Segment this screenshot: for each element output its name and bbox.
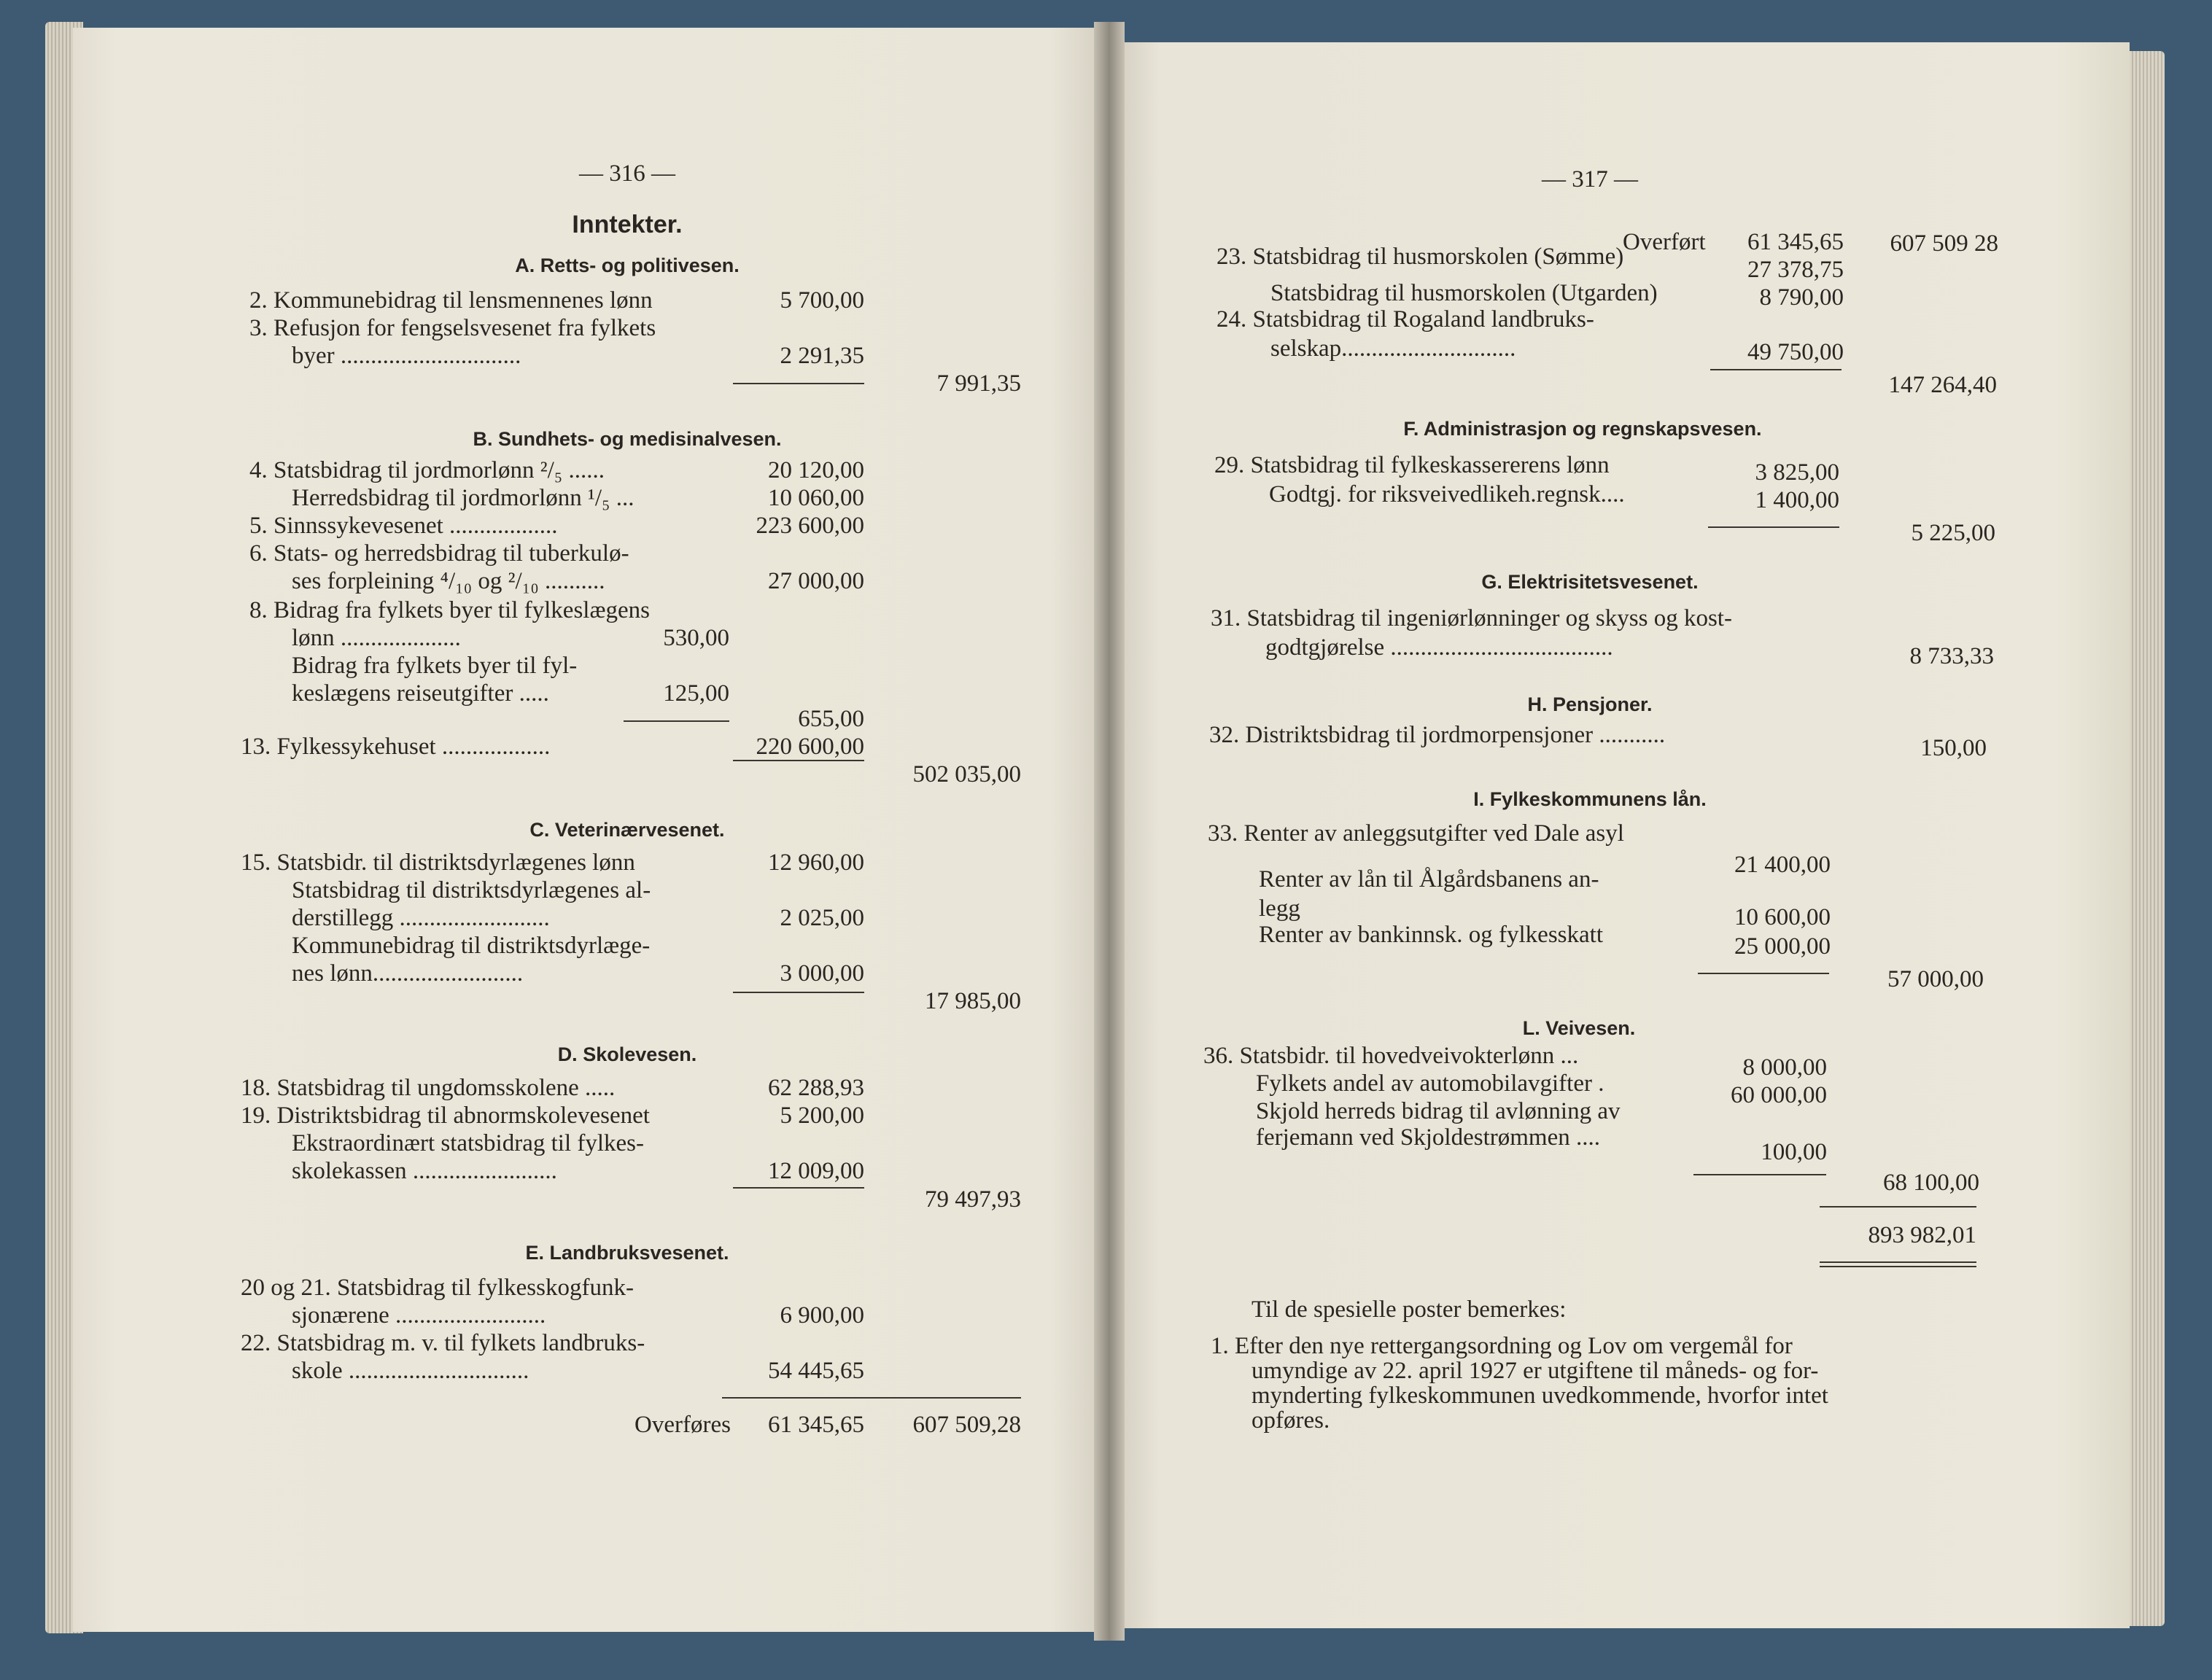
rule [1820, 1266, 1976, 1267]
section-d-total: 79 497,93 [925, 1186, 1021, 1213]
item-g31-label: 31. Statsbidrag til ingeniørlønninger og skyss og kost- [1211, 605, 1732, 631]
rule [1698, 973, 1829, 974]
item-d18-value: 62 288,93 [768, 1075, 864, 1101]
item-b13-label: 13. Fylkessykehuset .................. [241, 734, 551, 760]
item-f29-value: 3 825,00 [1755, 459, 1839, 486]
item-c15e-label: nes lønn......................... [292, 960, 524, 987]
right-page-number: — 317 — [1542, 166, 1638, 192]
item-i33c-value: 10 600,00 [1734, 904, 1831, 930]
rule [733, 383, 864, 384]
rule [1708, 526, 1839, 528]
rule [733, 992, 864, 993]
item-b4b-value: 10 060,00 [768, 485, 864, 511]
grand-total: 893 982,01 [1868, 1222, 1976, 1248]
item-i33-label: 33. Renter av anleggsutgifter ved Dale asyl [1208, 820, 1624, 847]
rule [1693, 1174, 1826, 1175]
remark-1-line-2: umyndige av 22. april 1927 er utgiftene til måneds- og for- [1251, 1358, 1819, 1384]
item-i33d-value: 25 000,00 [1734, 933, 1831, 960]
section-i-heading: I. Fylkeskommunens lån. [1473, 788, 1707, 810]
item-b4b-label: Herredsbidrag til jordmorlønn ¹/₅ ... [292, 485, 635, 511]
item-b13-value: 220 600,00 [756, 734, 864, 760]
item-e23b-label: Statsbidrag til husmorskolen (Utgarden) [1270, 280, 1658, 306]
item-f29-label: 29. Statsbidrag til fylkeskassererens lønn [1214, 452, 1610, 478]
carry-forward-b: 607 509,28 [912, 1412, 1021, 1438]
item-b8d-label: keslægens reiseutgifter ..... [292, 680, 549, 707]
item-a2-value: 5 700,00 [780, 287, 864, 314]
item-b8c-label: Bidrag fra fylkets byer til fyl- [292, 653, 578, 679]
item-l36b-label: Fylkets andel av automobilavgifter . [1256, 1070, 1604, 1097]
item-e22-label: 22. Statsbidrag m. v. til fylkets landbruks- [241, 1330, 645, 1356]
item-e20-label: 20 og 21. Statsbidrag til fylkesskogfunk- [241, 1275, 634, 1301]
rule [722, 1397, 1021, 1399]
item-e24-value: 49 750,00 [1747, 339, 1844, 365]
section-a-total: 7 991,35 [936, 370, 1021, 397]
rule [1710, 369, 1842, 370]
item-d19b-label: Ekstraordinært statsbidrag til fylkes- [292, 1130, 644, 1156]
item-l36d-label: ferjemann ved Skjoldestrømmen .... [1256, 1124, 1600, 1151]
remark-1-line-4: opføres. [1251, 1407, 1330, 1434]
item-b8-label-cont: lønn .................... [292, 625, 461, 651]
remark-1-line-3: mynderting fylkeskommunen uvedkommende, hvorfor intet [1251, 1382, 1828, 1409]
item-i33c-label: legg [1259, 895, 1300, 922]
rule [1820, 1261, 1976, 1263]
left-page-number: — 316 — [579, 160, 675, 187]
remarks-title: Til de spesielle poster bemerkes: [1251, 1296, 1567, 1323]
item-d18-label: 18. Statsbidrag til ungdomsskolene ..... [241, 1075, 616, 1101]
item-b4-value: 20 120,00 [768, 457, 864, 483]
section-i-total: 57 000,00 [1887, 966, 1984, 992]
item-e20-value: 6 900,00 [780, 1302, 864, 1329]
item-b5-label: 5. Sinnssykevesenet .................. [249, 513, 558, 539]
section-h-total: 150,00 [1920, 735, 1987, 761]
item-i33-value: 21 400,00 [1734, 852, 1831, 878]
section-c-heading: C. Veterinærvesenet. [529, 819, 725, 841]
section-b-heading: B. Sundhets- og medisinalvesen. [473, 428, 782, 450]
section-e-total: 147 264,40 [1888, 372, 1997, 398]
carried-b: 607 509 28 [1890, 230, 1998, 257]
item-f29b-value: 1 400,00 [1755, 487, 1839, 513]
rule [1820, 1206, 1976, 1208]
item-c15c-label: derstillegg ......................... [292, 905, 550, 931]
item-e23-label: 23. Statsbidrag til husmorskolen (Sømme) [1216, 244, 1624, 270]
carried-label: Overført [1623, 229, 1706, 255]
section-d-heading: D. Skolevesen. [557, 1043, 697, 1065]
item-c15e-value: 3 000,00 [780, 960, 864, 987]
item-d19c-value: 12 009,00 [768, 1158, 864, 1184]
item-l36-label: 36. Statsbidr. til hovedveivokterlønn ... [1203, 1043, 1579, 1069]
item-d19-label: 19. Distriktsbidrag til abnormskolevesenet [241, 1102, 650, 1129]
item-l36c-label: Skjold herreds bidrag til avlønning av [1256, 1098, 1621, 1124]
item-e22-value: 54 445,65 [768, 1358, 864, 1384]
item-e23b-value: 8 790,00 [1759, 284, 1844, 311]
remark-1-line-1: 1. Efter den nye rettergangsordning og Lov om vergemål for [1211, 1333, 1793, 1359]
item-c15-value: 12 960,00 [768, 849, 864, 876]
item-f29b-label: Godtgj. for riksveivedlikeh.regnsk.... [1269, 481, 1625, 508]
carry-forward-label: Overføres [635, 1412, 731, 1438]
section-f-heading: F. Administrasjon og regnskapsvesen. [1403, 418, 1762, 440]
left-heading: Inntekter. [572, 211, 683, 238]
section-l-total: 68 100,00 [1883, 1170, 1979, 1196]
section-g-total: 8 733,33 [1909, 643, 1994, 669]
item-d19-value: 5 200,00 [780, 1102, 864, 1129]
item-a3-label: 3. Refusjon for fengselsvesenet fra fylkets [249, 315, 656, 341]
rule [733, 1187, 864, 1189]
item-e24-label-cont: selskap............................. [1270, 335, 1516, 362]
item-i33d-label: Renter av bankinnsk. og fylkesskatt [1259, 922, 1603, 948]
item-c15b-label: Statsbidrag til distriktsdyrlægenes al- [292, 877, 651, 903]
item-b8-label: 8. Bidrag fra fylkets byer til fylkeslægens [249, 597, 650, 623]
item-e24-label: 24. Statsbidrag til Rogaland landbruks- [1216, 306, 1594, 332]
section-h-heading: H. Pensjoner. [1527, 693, 1653, 715]
section-b-total: 502 035,00 [912, 761, 1021, 788]
item-b8d-value: 125,00 [663, 680, 729, 707]
carry-forward-a: 61 345,65 [768, 1412, 864, 1438]
item-d19c-label: skolekassen ........................ [292, 1158, 557, 1184]
item-h32-label: 32. Distriktsbidrag til jordmorpensjoner ........... [1209, 722, 1666, 748]
section-f-total: 5 225,00 [1911, 520, 1995, 546]
item-i33b-label: Renter av lån til Ålgårdsbanens an- [1259, 866, 1599, 892]
item-b6-label: 6. Stats- og herredsbidrag til tuberkulø- [249, 540, 629, 567]
item-b8-sum: 655,00 [798, 706, 864, 732]
item-b5-value: 223 600,00 [756, 513, 864, 539]
book-gutter [1094, 22, 1125, 1641]
section-g-heading: G. Elektrisitetsvesenet. [1481, 571, 1699, 593]
item-e20-label-cont: sjonærene ......................... [292, 1302, 546, 1329]
rule [733, 760, 864, 761]
section-l-heading: L. Veivesen. [1522, 1017, 1636, 1039]
section-e-heading: E. Landbruksvesenet. [525, 1242, 729, 1264]
item-b4-label: 4. Statsbidrag til jordmorlønn ²/₅ ...... [249, 457, 605, 483]
item-c15-label: 15. Statsbidr. til distriktsdyrlægenes lønn [241, 849, 635, 876]
item-b6-label-cont: ses forpleining ⁴/₁₀ og ²/₁₀ .......... [292, 568, 605, 594]
item-l36b-value: 60 000,00 [1731, 1082, 1827, 1108]
item-b8-value: 530,00 [663, 625, 729, 651]
item-l36-value: 8 000,00 [1742, 1054, 1827, 1081]
item-a2-label: 2. Kommunebidrag til lensmennenes lønn [249, 287, 653, 314]
carried-a: 61 345,65 [1747, 229, 1844, 255]
item-b6-value: 27 000,00 [768, 568, 864, 594]
item-c15c-value: 2 025,00 [780, 905, 864, 931]
item-l36d-value: 100,00 [1761, 1139, 1827, 1165]
item-g31-label-cont: godtgjørelse ..................................... [1265, 634, 1613, 661]
item-a3-value: 2 291,35 [780, 343, 864, 369]
item-e22-label-cont: skole .............................. [292, 1358, 529, 1384]
section-c-total: 17 985,00 [925, 988, 1021, 1014]
item-a3-label-cont: byer .............................. [292, 343, 521, 369]
section-a-heading: A. Retts- og politivesen. [515, 254, 740, 276]
item-c15d-label: Kommunebidrag til distriktsdyrlæge- [292, 933, 651, 959]
item-e23-value: 27 378,75 [1747, 257, 1844, 283]
